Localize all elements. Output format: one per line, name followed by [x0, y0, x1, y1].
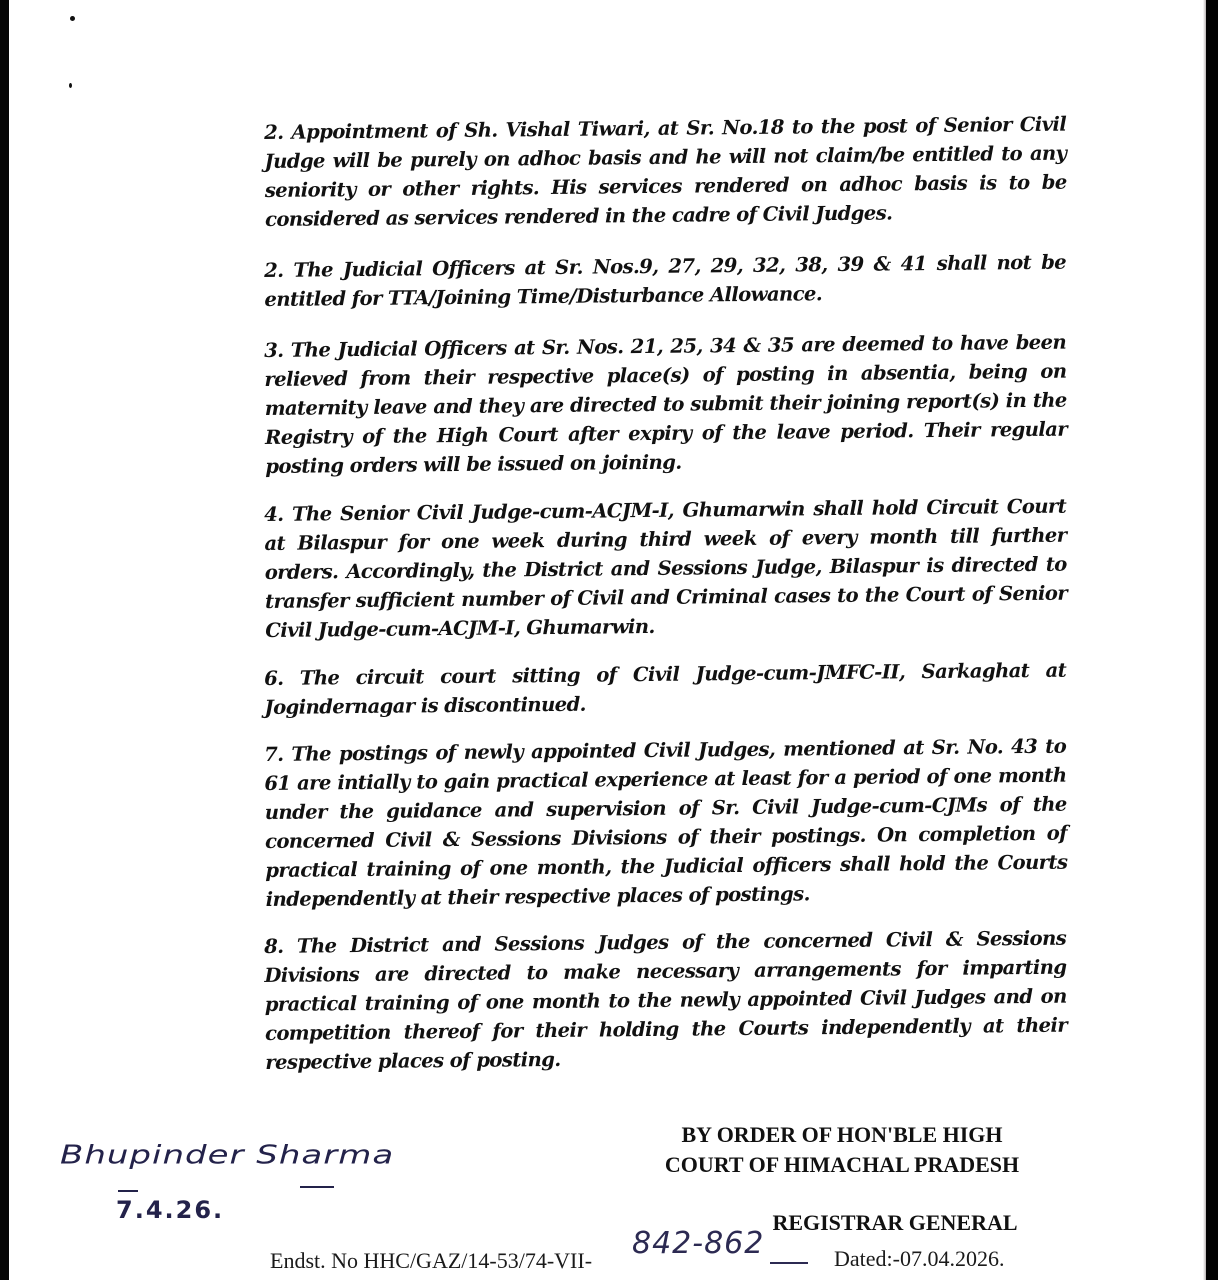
scan-speck	[70, 16, 75, 21]
dated-label: Dated:-07.04.2026.	[834, 1246, 1005, 1271]
endorsement-handwritten-range: 842-862	[632, 1226, 765, 1261]
handwritten-underline	[770, 1262, 808, 1264]
signatory-title: REGISTRAR GENERAL	[772, 1210, 1018, 1235]
scan-border-left	[0, 0, 9, 1280]
paragraph-new-civil-judges: 7. The postings of newly appointed Civil Judges, mentioned at Sr. No. 43 to 61 are intially to gain practical experience at least for a period of one month under the guidance and supervision of Sr. Civil Judge-cum-CJMs of the concerned Civil & Sessions Divisions of their postings. On completion of practical training of one month, the Judicial officers shall hold the Courts independently at their respective places of postings.	[264, 734, 1068, 911]
endorsement-number: Endst. No HHC/GAZ/14-53/74-VII-	[270, 1248, 593, 1273]
paragraph-maternity-leave: 3. The Judicial Officers at Sr. Nos. 21, 25, 34 & 35 are deemed to have been relieved from their respective place(s) of posting in absentia, being on maternity leave and they are directed to submit their joining report(s) in the Registry of the High Court after expiry of the leave period. Their regular posting orders will be issued on joining.	[264, 330, 1068, 478]
paragraph-practical-training: 8. The District and Sessions Judges of the concerned Civil & Sessions Divisions are directed to make necessary arrangements for imparting practical training of one month to the newly appointed Civil Judges and on competition thereof for their holding the Courts independently at their respective places of posting.	[264, 926, 1068, 1074]
order-line-1: BY ORDER OF HON'BLE HIGH	[681, 1122, 1003, 1147]
order-authority	[660, 1120, 1024, 1180]
paragraph-circuit-court-discontinued: 6. The circuit court sitting of Civil Judge-cum-JMFC-II, Sarkaghat at Jogindernagar is discontinued.	[264, 658, 1067, 719]
paragraph-tta-not-entitled: 2. The Judicial Officers at Sr. Nos.9, 27, 29, 32, 38, 39 & 41 shall not be entitled for TTA/Joining Time/Disturbance Allowance.	[264, 250, 1067, 311]
scan-border-right	[1206, 0, 1218, 1280]
scan-speck	[69, 83, 72, 88]
signature-underline	[300, 1186, 334, 1188]
order-line-2: COURT OF HIMACHAL PRADESH	[664, 1152, 1020, 1177]
paragraph-adhoc-appointment: 2. Appointment of Sh. Vishal Tiwari, at Sr. No.18 to the post of Senior Civil Judge will be purely on adhoc basis and he will not claim/be entitled to any seniority or other rights. His services rendered on adhoc basis is to be considered as services rendered in the cadre of Civil Judges.	[264, 112, 1067, 231]
signature-underline	[118, 1190, 138, 1192]
paragraph-circuit-court-bilaspur: 4. The Senior Civil Judge-cum-ACJM-I, Ghumarwin shall hold Circuit Court at Bilaspur for one week during third week of every month till further orders. Accordingly, the District and Sessions Judge, Bilaspur is directed to transfer sufficient number of Civil and Criminal cases to the Court of Senior Civil Judge-cum-ACJM-I, Ghumarwin.	[264, 494, 1068, 642]
handwritten-signature: Bhupinder Sharma	[60, 1140, 395, 1170]
handwritten-signature-date: 7.4.26.	[116, 1196, 225, 1224]
